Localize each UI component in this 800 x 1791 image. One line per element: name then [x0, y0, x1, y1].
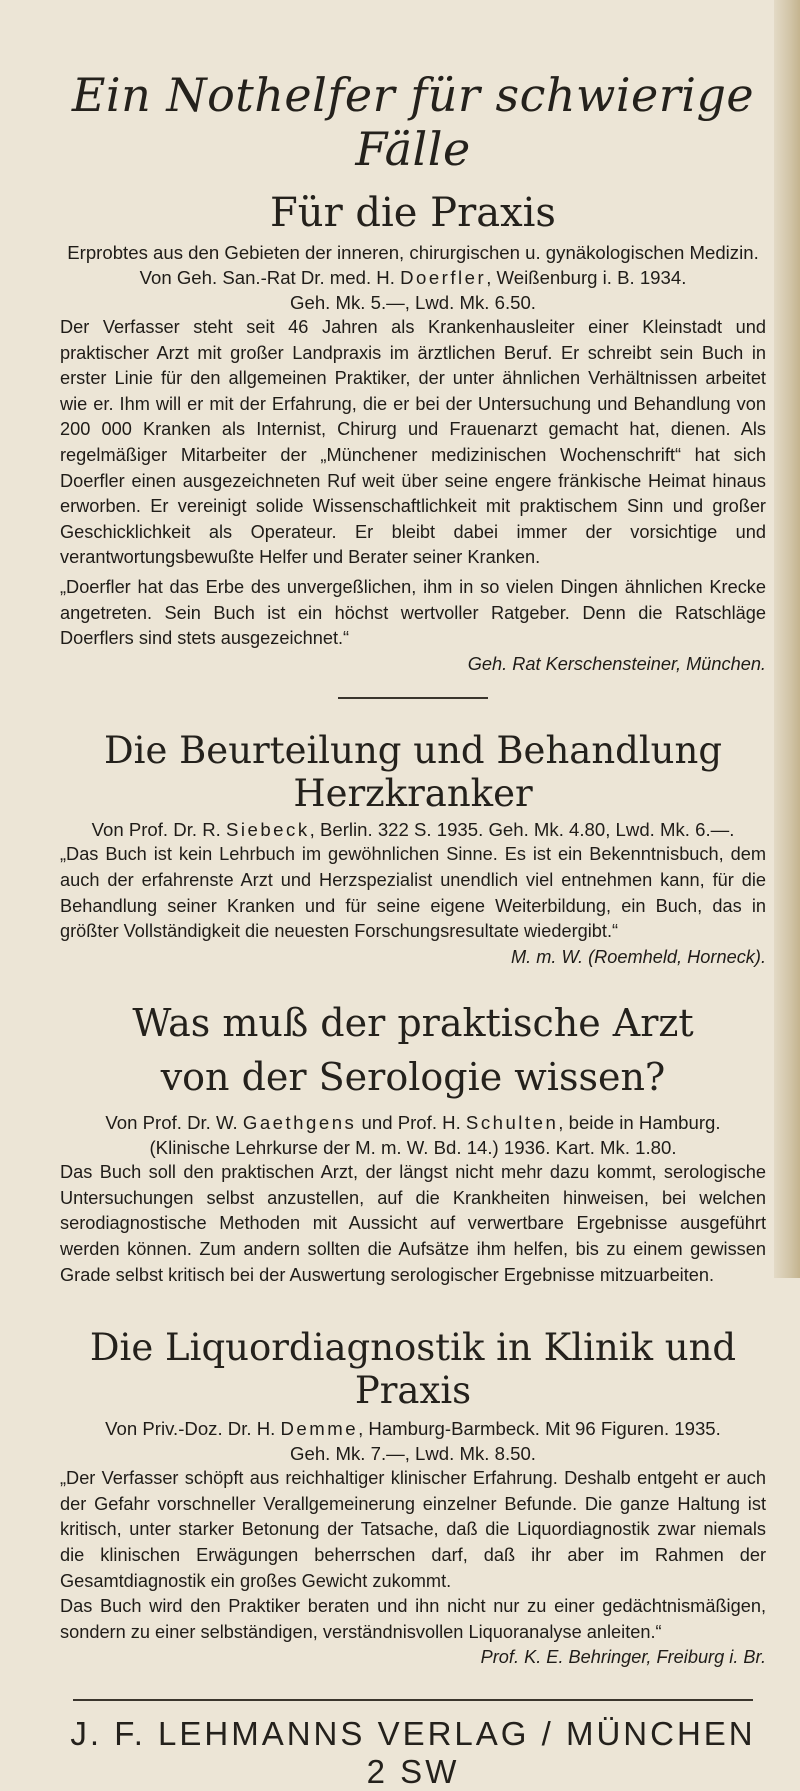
author-name-1: Gaethgens: [242, 1112, 357, 1134]
section-title: Die Beurteilung und Behandlung Herzkranker: [103, 729, 723, 816]
review-source: Prof. K. E. Behringer, Freiburg i. Br.: [480, 1647, 766, 1668]
author-prefix: Von Prof. Dr. W.: [105, 1112, 238, 1134]
section-title: Die Liquordiagnostik in Klinik und Praxis: [89, 1326, 737, 1413]
author-prefix: Von Priv.-Doz. Dr. H.: [105, 1418, 276, 1440]
author-prefix: Von Prof. Dr. R.: [91, 819, 221, 841]
review-quote-part-1: „Der Verfasser schöpft aus reichhaltiger klinischer Erfahrung. Deshalb entgeht er auch der Gefahr vorschneller Verallgemeinerung einzelner Befunde. Die ganze Haltung ist kritisch, unter starker Betonung der Tatsache, daß die Liquordiagnostik zwar niemals die klinischen Erwägungen beherrschen darf, daß ihr aber im Rahmen der Gesamtdiagnostik ein großes Gewicht zukommt.: [60, 1468, 766, 1591]
author-name: Doerfler: [400, 267, 487, 288]
advertisement-page: [60, 68, 766, 1791]
author-line: [60, 817, 766, 842]
author-line: [60, 265, 766, 290]
section-serologie: [60, 996, 766, 1288]
description-text: Das Buch soll den praktischen Arzt, der längst nicht mehr dazu kommt, serologische Untersuchungen selbst anzustellen, auf die Krankheiten hinweisen, bei welchen serodiagnostische Methoden mit Aussicht auf verwertbare Ergebnisse ausgeführt werden können. Zum andern sollten die Aufsätze ihm helfen, bis zu einem gewissen Grade selbst kritisch bei der Auswertung serologischer Ergebnisse mitzuarbeiten.: [60, 1162, 766, 1285]
author-name: Demme: [280, 1418, 359, 1440]
book-subtitle: Erprobtes aus den Gebieten der inneren, chirurgischen u. gynäkologischen Medizin.: [67, 242, 759, 263]
author-mid: und Prof. H.: [356, 1112, 461, 1134]
description-text: Der Verfasser steht seit 46 Jahren als Krankenhausleiter einer Kleinstadt und praktischer Arzt mit großer Landpraxis im ärztlichen Beruf. Er schreibt sein Buch in erster Linie für den allgemeinen Praktiker, der unter ähnlichen Verhältnissen arbeitet wie er. Ihm will er mit der Erfahrung, die er bei der Untersuchung und Behandlung von 200 000 Kranken als Internist, Chirurg und Frauenarzt gemacht hat, dienen. Als regelmäßiger Mitarbeiter der „Münchener medizinischen Wochenschrift“ hat sich Doerfler einen ausgezeichneten Ruf weit über seine engere fränkische Heimat hinaus erworben. Er vereinigt solide Wissenschaftlichkeit mit praktischem Sinn und großer Geschicklichkeit als Operateur. Er bleibt dabei immer der vorsichtige und verantwortungsbewußte Helfer und Berater seiner Kranken.: [60, 317, 766, 568]
title-line-1: Was muß der praktische Arzt: [132, 1001, 694, 1046]
review-source: Geh. Rat Kerschensteiner, München.: [467, 653, 766, 674]
price-line: Geh. Mk. 5.—, Lwd. Mk. 6.50.: [290, 292, 536, 313]
review-quote-part-2: Das Buch wird den Praktiker beraten und ihn nicht nur zu einer gedächtnismäßigen, sondern zu einer selbständigen, verständnisvollen Liquoranalyse anleiten.“: [60, 1596, 766, 1642]
price-line: Geh. Mk. 7.—, Lwd. Mk. 8.50.: [290, 1443, 536, 1465]
author-suffix: , Weißenburg i. B. 1934.: [486, 267, 687, 288]
footer-divider: [73, 1699, 753, 1701]
header-script-title: Ein Nothelfer für schwierige Fälle: [71, 68, 755, 176]
author-name: Siebeck: [225, 819, 310, 841]
author-suffix: , Berlin. 322 S. 1935. Geh. Mk. 4.80, Lwd. Mk. 6.—.: [309, 819, 735, 841]
section-title: Für die Praxis: [270, 190, 556, 236]
review-quote: „Das Buch ist kein Lehrbuch im gewöhnlichen Sinne. Es ist ein Bekenntnisbuch, dem auch der erfahrenste Arzt und Herzspezialist unendlich viel entnehmen kann, für die Behandlung seiner Kranken und für seine eigene Weiterbildung, ein Buch, das in größter Vollständigkeit die neuesten Forschungsresultate wiedergibt.“: [60, 844, 766, 942]
section-liquordiagnostik: [60, 1326, 766, 1671]
author-suffix: , Hamburg-Barmbeck. Mit 96 Figuren. 1935.: [358, 1418, 721, 1440]
author-line: [60, 1416, 766, 1441]
series-line: (Klinische Lehrkurse der M. m. W. Bd. 14.) 1936. Kart. Mk. 1.80.: [149, 1137, 677, 1159]
author-prefix: Von Geh. San.-Rat Dr. med. H.: [139, 267, 395, 288]
page-edge-shadow: [774, 0, 800, 1278]
section-fuer-die-praxis: [60, 190, 766, 699]
author-name-2: Schulten: [465, 1112, 559, 1134]
author-line: [60, 1110, 766, 1135]
publisher-imprint: J. F. LEHMANNS VERLAG / MÜNCHEN 2 SW: [70, 1715, 756, 1790]
section-title: [60, 996, 766, 1104]
review-quote: „Doerfler hat das Erbe des unvergeßlichen, ihm in so vielen Dingen ähnlichen Krecke angetreten. Sein Buch ist ein höchst wertvoller Ratgeber. Denn die Ratschläge Doerflers sind stets ausgezeichnet.“: [60, 576, 766, 649]
author-suffix: , beide in Hamburg.: [558, 1112, 721, 1134]
title-line-2: von der Serologie wissen?: [160, 1055, 666, 1100]
section-herzkranker: [60, 729, 766, 970]
review-source: M. m. W. (Roemheld, Horneck).: [510, 946, 766, 967]
divider: [338, 697, 488, 699]
